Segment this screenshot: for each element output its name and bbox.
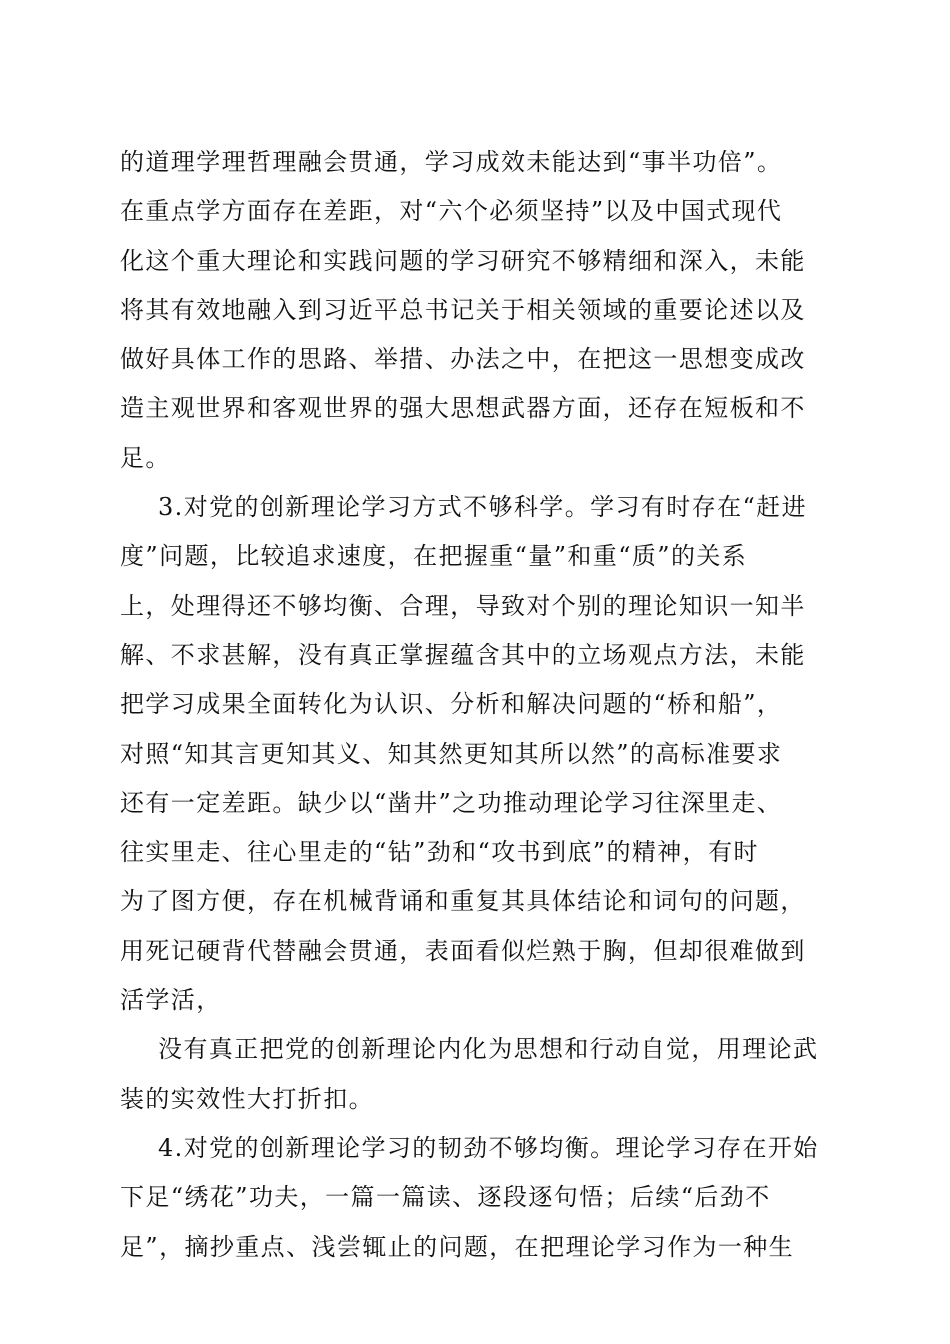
paragraph-start: 没有真正把党的创新理论内化为思想和行动自觉，用理论武 (158, 1035, 819, 1064)
text-line: 把学习成果全面转化为认识、分析和解决问题的“桥和船”， (120, 690, 783, 719)
text-line: 足。 (120, 443, 171, 472)
text-line: 将其有效地融入到习近平总书记关于相关领域的重要论述以及 (120, 295, 806, 324)
text-line: 在重点学方面存在差距，对“六个必须坚持”以及中国式现代 (120, 197, 783, 226)
text-line: 度”问题，比较追求速度，在把握重“量”和重“质”的关系 (120, 542, 748, 571)
text-line: 为了图方便，存在机械背诵和重复其具体结论和词句的问题， (120, 887, 806, 916)
text-line: 的道理学理哲理融会贯通，学习成效未能达到“事半功倍”。 (120, 148, 783, 176)
paragraph-heading-4: 4.对党的创新理论学习的韧劲不够均衡。理论学习存在开始 (158, 1133, 819, 1162)
text-line: 用死记硬背代替融会贯通，表面看似烂熟于胸，但却很难做到 (120, 936, 806, 965)
text-line: 化这个重大理论和实践问题的学习研究不够精细和深入，未能 (120, 246, 806, 275)
text-line: 做好具体工作的思路、举措、办法之中，在把这一思想变成改 (120, 345, 806, 374)
text-line: 下足“绣花”功夫，一篇一篇读、逐段逐句悟；后续“后劲不 (120, 1183, 771, 1212)
text-line: 装的实效性大打折扣。 (120, 1084, 374, 1113)
text-line: 造主观世界和客观世界的强大思想武器方面，还存在短板和不 (120, 394, 806, 423)
text-line: 上，处理得还不够均衡、合理，导致对个别的理论知识一知半 (120, 591, 806, 620)
document-body (120, 138, 830, 1272)
text-line: 活学活， (120, 986, 222, 1015)
text-line: 还有一定差距。缺少以“凿井”之功推动理论学习往深里走、 (120, 788, 783, 817)
text-line: 往实里走、往心里走的“钻”劲和“攻书到底”的精神，有时 (120, 838, 759, 867)
text-line: 对照“知其言更知其义、知其然更知其所以然”的高标准要求 (120, 739, 783, 768)
text-line: 足”，摘抄重点、浅尝辄止的问题，在把理论学习作为一种生 (120, 1232, 795, 1261)
text-line: 解、不求甚解，没有真正掌握蕴含其中的立场观点方法，未能 (120, 640, 806, 669)
paragraph-heading-3: 3.对党的创新理论学习方式不够科学。学习有时存在“赶进 (158, 493, 807, 522)
